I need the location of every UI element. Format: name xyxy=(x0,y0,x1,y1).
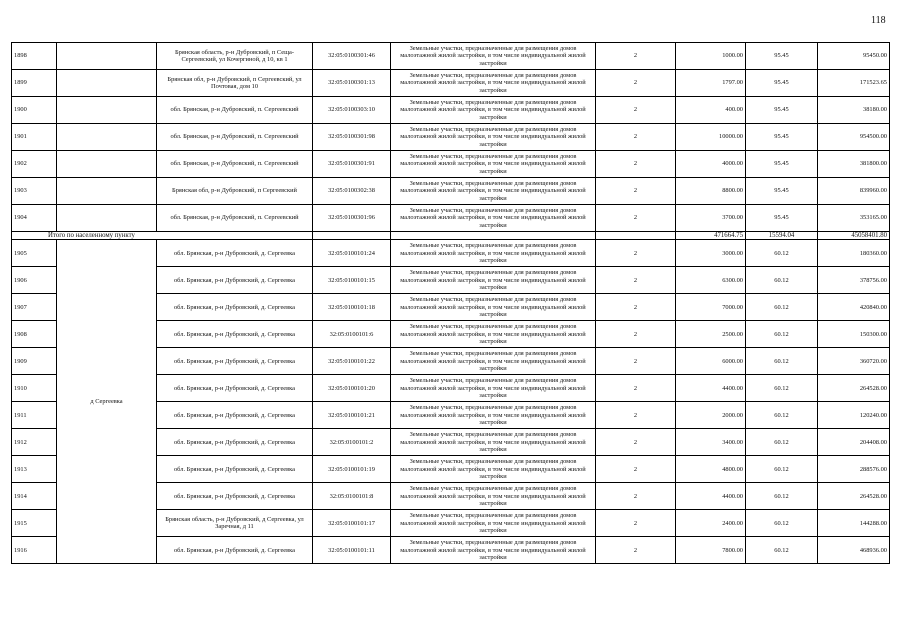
row-address: обл. Брянская, р-н Дубровский, п. Сергеевский xyxy=(157,124,313,151)
row-rate: 60.12 xyxy=(746,456,818,483)
settlement-cell xyxy=(57,124,157,151)
row-rate: 60.12 xyxy=(746,294,818,321)
row-address: Брянская обл, р-н Дубровский, п Сергеевский xyxy=(157,178,313,205)
row-address: обл. Брянская, р-н Дубровский, д. Сергеевка xyxy=(157,375,313,402)
row-group-code: 2 xyxy=(596,429,676,456)
row-group-code: 2 xyxy=(596,402,676,429)
table-row xyxy=(12,97,890,124)
settlement-cell xyxy=(57,151,157,178)
row-value: 360720.00 xyxy=(818,348,890,375)
row-address: обл. Брянская, р-н Дубровский, д. Сергеевка xyxy=(157,429,313,456)
row-cadastral-number: 32:05:0100101:20 xyxy=(313,375,391,402)
row-cadastral-number: 32:05:0100301:98 xyxy=(313,124,391,151)
row-land-use: Земельные участки, предназначенные для размещения домов малоэтажной жилой застройки, в том числе индивидуальной жилой застройки xyxy=(391,456,596,483)
row-group-code: 2 xyxy=(596,456,676,483)
row-cadastral-number: 32:05:0100101:2 xyxy=(313,429,391,456)
row-number: 1912 xyxy=(12,429,57,456)
settlement-cell xyxy=(57,178,157,205)
total-area: 471664.75 xyxy=(676,232,746,240)
row-land-use: Земельные участки, предназначенные для размещения домов малоэтажной жилой застройки, в том числе индивидуальной жилой застройки xyxy=(391,294,596,321)
row-rate: 95.45 xyxy=(746,70,818,97)
total-section xyxy=(12,232,890,240)
row-area: 6000.00 xyxy=(676,348,746,375)
row-rate: 60.12 xyxy=(746,348,818,375)
row-address: обл. Брянская, р-н Дубровский, п. Сергеевский xyxy=(157,151,313,178)
row-land-use: Земельные участки, предназначенные для размещения домов малоэтажной жилой застройки, в том числе индивидуальной жилой застройки xyxy=(391,205,596,232)
row-value: 378756.00 xyxy=(818,267,890,294)
row-group-code: 2 xyxy=(596,483,676,510)
row-land-use: Земельные участки, предназначенные для размещения домов малоэтажной жилой застройки, в том числе индивидуальной жилой застройки xyxy=(391,429,596,456)
row-value: 353165.00 xyxy=(818,205,890,232)
table-row xyxy=(12,43,890,70)
row-value: 180360.00 xyxy=(818,240,890,267)
row-group-code: 2 xyxy=(596,267,676,294)
row-address: обл. Брянская, р-н Дубровский, д. Сергеевка xyxy=(157,537,313,564)
row-value: 171523.65 xyxy=(818,70,890,97)
row-rate: 60.12 xyxy=(746,483,818,510)
row-land-use: Земельные участки, предназначенные для размещения домов малоэтажной жилой застройки, в том числе индивидуальной жилой застройки xyxy=(391,348,596,375)
row-land-use: Земельные участки, предназначенные для размещения домов малоэтажной жилой застройки, в том числе индивидуальной жилой застройки xyxy=(391,124,596,151)
row-number: 1899 xyxy=(12,70,57,97)
row-number: 1902 xyxy=(12,151,57,178)
settlement-cell xyxy=(57,205,157,232)
row-group-code: 2 xyxy=(596,124,676,151)
row-number: 1908 xyxy=(12,321,57,348)
settlement-total-row xyxy=(12,232,890,240)
row-group-code: 2 xyxy=(596,375,676,402)
row-rate: 95.45 xyxy=(746,178,818,205)
row-value: 144288.00 xyxy=(818,510,890,537)
group-b-rows xyxy=(12,240,890,564)
row-group-code: 2 xyxy=(596,348,676,375)
row-cadastral-number: 32:05:0100101:8 xyxy=(313,483,391,510)
table-row xyxy=(12,205,890,232)
row-rate: 95.45 xyxy=(746,97,818,124)
row-area: 8800.00 xyxy=(676,178,746,205)
row-value: 468936.00 xyxy=(818,537,890,564)
row-number: 1911 xyxy=(12,402,57,429)
row-area: 7000.00 xyxy=(676,294,746,321)
row-group-code: 2 xyxy=(596,510,676,537)
row-area: 3400.00 xyxy=(676,429,746,456)
row-area: 10000.00 xyxy=(676,124,746,151)
table-row xyxy=(12,178,890,205)
row-address: обл. Брянская, р-н Дубровский, п. Сергеевский xyxy=(157,205,313,232)
row-area: 3700.00 xyxy=(676,205,746,232)
row-value: 264528.00 xyxy=(818,483,890,510)
row-rate: 95.45 xyxy=(746,124,818,151)
row-group-code: 2 xyxy=(596,240,676,267)
row-land-use: Земельные участки, предназначенные для размещения домов малоэтажной жилой застройки, в том числе индивидуальной жилой застройки xyxy=(391,510,596,537)
row-group-code: 2 xyxy=(596,43,676,70)
total-label: Итого по населенному пункту xyxy=(12,232,313,240)
row-rate: 60.12 xyxy=(746,267,818,294)
table-row xyxy=(12,124,890,151)
row-cadastral-number: 32:05:0100301:46 xyxy=(313,43,391,70)
row-group-code: 2 xyxy=(596,321,676,348)
row-rate: 60.12 xyxy=(746,240,818,267)
row-land-use: Земельные участки, предназначенные для размещения домов малоэтажной жилой застройки, в том числе индивидуальной жилой застройки xyxy=(391,178,596,205)
row-cadastral-number: 32:05:0100302:38 xyxy=(313,178,391,205)
row-address: обл. Брянская, р-н Дубровский, д. Сергеевка xyxy=(157,402,313,429)
group-a-rows xyxy=(12,43,890,232)
row-value: 38180.00 xyxy=(818,97,890,124)
row-group-code: 2 xyxy=(596,537,676,564)
row-land-use: Земельные участки, предназначенные для размещения домов малоэтажной жилой застройки, в том числе индивидуальной жилой застройки xyxy=(391,97,596,124)
row-land-use: Земельные участки, предназначенные для размещения домов малоэтажной жилой застройки, в том числе индивидуальной жилой застройки xyxy=(391,483,596,510)
row-area: 2400.00 xyxy=(676,510,746,537)
row-cadastral-number: 32:05:0100101:22 xyxy=(313,348,391,375)
row-land-use: Земельные участки, предназначенные для размещения домов малоэтажной жилой застройки, в том числе индивидуальной жилой застройки xyxy=(391,537,596,564)
row-area: 7800.00 xyxy=(676,537,746,564)
row-cadastral-number: 32:05:0100101:18 xyxy=(313,294,391,321)
row-value: 120240.00 xyxy=(818,402,890,429)
row-number: 1910 xyxy=(12,375,57,402)
settlement-name: д Сергеевка xyxy=(57,240,157,564)
row-group-code: 2 xyxy=(596,205,676,232)
row-address: обл. Брянская, р-н Дубровский, д. Сергеевка xyxy=(157,321,313,348)
row-number: 1903 xyxy=(12,178,57,205)
page-number: 118 xyxy=(871,15,886,26)
row-value: 839960.00 xyxy=(818,178,890,205)
row-land-use: Земельные участки, предназначенные для размещения домов малоэтажной жилой застройки, в том числе индивидуальной жилой застройки xyxy=(391,70,596,97)
row-address: обл. Брянская, р-н Дубровский, д. Сергеевка xyxy=(157,240,313,267)
row-area: 1000.00 xyxy=(676,43,746,70)
row-group-code: 2 xyxy=(596,97,676,124)
row-value: 288576.00 xyxy=(818,456,890,483)
row-cadastral-number: 32:05:0100101:17 xyxy=(313,510,391,537)
row-cadastral-number: 32:05:0100101:24 xyxy=(313,240,391,267)
row-cadastral-number: 32:05:0100101:11 xyxy=(313,537,391,564)
row-rate: 95.45 xyxy=(746,43,818,70)
row-area: 1797.00 xyxy=(676,70,746,97)
row-value: 204408.00 xyxy=(818,429,890,456)
row-rate: 60.12 xyxy=(746,402,818,429)
row-area: 3000.00 xyxy=(676,240,746,267)
row-area: 4400.00 xyxy=(676,375,746,402)
row-number: 1915 xyxy=(12,510,57,537)
row-rate: 60.12 xyxy=(746,537,818,564)
row-address: обл. Брянская, р-н Дубровский, д. Сергеевка xyxy=(157,267,313,294)
land-registry-table xyxy=(11,42,890,564)
row-number: 1901 xyxy=(12,124,57,151)
row-number: 1914 xyxy=(12,483,57,510)
row-cadastral-number: 32:05:0100101:19 xyxy=(313,456,391,483)
row-number: 1907 xyxy=(12,294,57,321)
total-rate: 15594.04 xyxy=(746,232,818,240)
row-value: 95450.00 xyxy=(818,43,890,70)
table-row xyxy=(12,70,890,97)
row-value: 381800.00 xyxy=(818,151,890,178)
row-land-use: Земельные участки, предназначенные для размещения домов малоэтажной жилой застройки, в том числе индивидуальной жилой застройки xyxy=(391,267,596,294)
row-address: Брянская область, р-н Дубровский, п Сеща-Сергеевский, ул Кочергиной, д 10, кв 1 xyxy=(157,43,313,70)
row-number: 1905 xyxy=(12,240,57,267)
row-cadastral-number: 32:05:0100301:13 xyxy=(313,70,391,97)
row-group-code: 2 xyxy=(596,178,676,205)
row-address: Брянская область, р-н Дубровский, д Сергеевка, ул Заречная, д 11 xyxy=(157,510,313,537)
row-address: обл. Брянская, р-н Дубровский, д. Сергеевка xyxy=(157,483,313,510)
total-value: 45058401.80 xyxy=(818,232,890,240)
row-land-use: Земельные участки, предназначенные для размещения домов малоэтажной жилой застройки, в том числе индивидуальной жилой застройки xyxy=(391,240,596,267)
settlement-cell xyxy=(57,70,157,97)
row-value: 150300.00 xyxy=(818,321,890,348)
row-address: обл. Брянская, р-н Дубровский, д. Сергеевка xyxy=(157,348,313,375)
row-number: 1898 xyxy=(12,43,57,70)
row-number: 1904 xyxy=(12,205,57,232)
row-cadastral-number: 32:05:0100101:15 xyxy=(313,267,391,294)
row-rate: 60.12 xyxy=(746,375,818,402)
row-rate: 95.45 xyxy=(746,151,818,178)
row-group-code: 2 xyxy=(596,70,676,97)
row-number: 1900 xyxy=(12,97,57,124)
row-address: обл. Брянская, р-н Дубровский, д. Сергеевка xyxy=(157,294,313,321)
row-group-code: 2 xyxy=(596,294,676,321)
row-address: Брянская обл, р-н Дубровский, п Сергеевский, ул Почтовая, дом 10 xyxy=(157,70,313,97)
row-cadastral-number: 32:05:0100301:91 xyxy=(313,151,391,178)
row-number: 1906 xyxy=(12,267,57,294)
row-land-use: Земельные участки, предназначенные для размещения домов малоэтажной жилой застройки, в том числе индивидуальной жилой застройки xyxy=(391,375,596,402)
row-area: 400.00 xyxy=(676,97,746,124)
row-number: 1916 xyxy=(12,537,57,564)
row-area: 4000.00 xyxy=(676,151,746,178)
row-rate: 95.45 xyxy=(746,205,818,232)
row-cadastral-number: 32:05:0100303:10 xyxy=(313,97,391,124)
row-rate: 60.12 xyxy=(746,321,818,348)
row-area: 2500.00 xyxy=(676,321,746,348)
row-land-use: Земельные участки, предназначенные для размещения домов малоэтажной жилой застройки, в том числе индивидуальной жилой застройки xyxy=(391,151,596,178)
row-land-use: Земельные участки, предназначенные для размещения домов малоэтажной жилой застройки, в том числе индивидуальной жилой застройки xyxy=(391,321,596,348)
row-number: 1909 xyxy=(12,348,57,375)
row-land-use: Земельные участки, предназначенные для размещения домов малоэтажной жилой застройки, в том числе индивидуальной жилой застройки xyxy=(391,43,596,70)
row-cadastral-number: 32:05:0100101:6 xyxy=(313,321,391,348)
row-area: 4800.00 xyxy=(676,456,746,483)
row-rate: 60.12 xyxy=(746,510,818,537)
row-cadastral-number: 32:05:0100301:96 xyxy=(313,205,391,232)
row-group-code: 2 xyxy=(596,151,676,178)
row-number: 1913 xyxy=(12,456,57,483)
row-value: 264528.00 xyxy=(818,375,890,402)
row-address: обл. Брянская, р-н Дубровский, п. Сергеевский xyxy=(157,97,313,124)
row-value: 954500.00 xyxy=(818,124,890,151)
settlement-cell xyxy=(57,43,157,70)
table-row xyxy=(12,240,890,267)
table-row xyxy=(12,151,890,178)
row-rate: 60.12 xyxy=(746,429,818,456)
row-area: 2000.00 xyxy=(676,402,746,429)
row-area: 6300.00 xyxy=(676,267,746,294)
row-cadastral-number: 32:05:0100101:21 xyxy=(313,402,391,429)
row-area: 4400.00 xyxy=(676,483,746,510)
row-land-use: Земельные участки, предназначенные для размещения домов малоэтажной жилой застройки, в том числе индивидуальной жилой застройки xyxy=(391,402,596,429)
settlement-cell xyxy=(57,97,157,124)
row-address: обл. Брянская, р-н Дубровский, д. Сергеевка xyxy=(157,456,313,483)
row-value: 420840.00 xyxy=(818,294,890,321)
